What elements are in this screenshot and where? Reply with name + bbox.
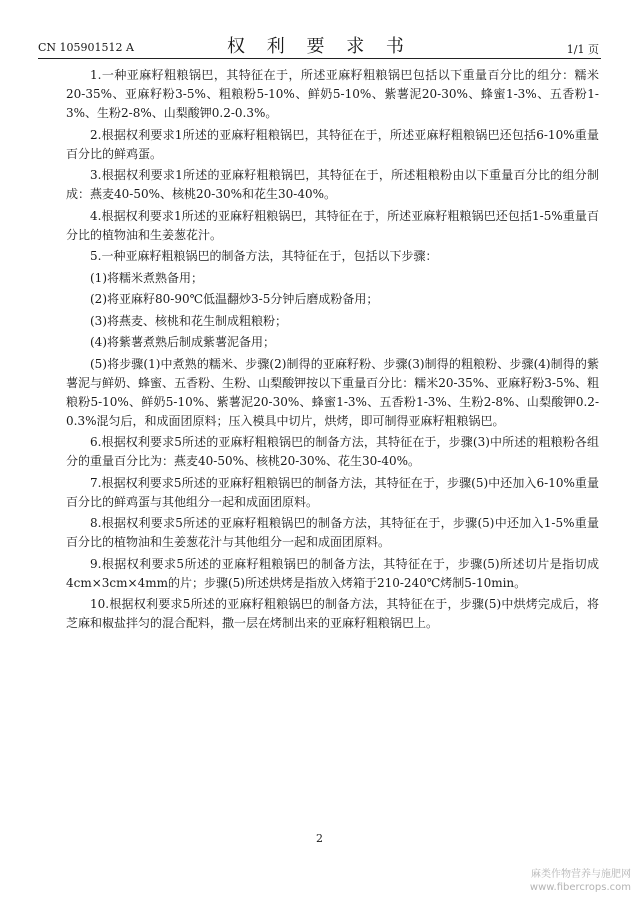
- claim-9: 9.根据权利要求5所述的亚麻籽粗粮锅巴的制备方法，其特征在于，步骤(5)所述切片是指切成4cm×3cm×4mm的片；步骤(5)所述烘烤是指放入烤箱于210-240℃烤制5-10min。: [66, 556, 599, 590]
- claim-1: 1.一种亚麻籽粗粮锅巴，其特征在于，所述亚麻籽粗粮锅巴包括以下重量百分比的组分：糯米20-35%、亚麻籽粉3-5%、粗粮粉5-10%、鲜奶5-10%、紫薯泥20-30%、蜂蜜1-3%、五香粉1-3%、生粉2-8%、山梨酸钾0.2-0.3%。: [66, 68, 599, 120]
- claim-10: 10.根据权利要求5所述的亚麻籽粗粮锅巴的制备方法，其特征在于，步骤(5)中烘烤完成后，将芝麻和椒盐拌匀的混合配料，撒一层在烤制出来的亚麻籽粗粮锅巴上。: [66, 597, 599, 630]
- header-divider: [38, 58, 601, 59]
- watermark: [530, 868, 631, 894]
- claim-5-step-3: (3)将燕麦、核桃和花生制成粗粮粉；: [90, 313, 287, 328]
- watermark-url: www.fibercrops.com: [529, 882, 631, 893]
- page-title: 权 利 要 求 书: [227, 36, 412, 57]
- claim-5-step-4: (4)将紫薯煮熟后制成紫薯泥备用；: [90, 335, 275, 349]
- claim-5-step-5: (5)将步骤(1)中煮熟的糯米、步骤(2)制得的亚麻籽粉、步骤(3)制得的粗粮粉、步骤(4)制得的紫薯泥与鲜奶、蜂蜜、五香粉、生粉、山梨酸钾按以下重量百分比：糯米20-35%、亚麻籽粉3-5%、粗粮粉5-10%、鲜奶5-10%、紫薯泥20-30%、蜂蜜1-3%、五香粉1-3%、生粉2-8%、山梨酸钾0.2-0.3%混匀后，和成面团原料；压入模具中切片，烘烤，即可制得亚麻籽粗粮锅巴。: [66, 356, 599, 428]
- page-count: 1/1 页: [566, 43, 599, 56]
- claim-5: 5.一种亚麻籽粗粮锅巴的制备方法，其特征在于，包括以下步骤：: [90, 249, 438, 263]
- claim-6: 6.根据权利要求5所述的亚麻籽粗粮锅巴的制备方法，其特征在于，步骤(3)中所述的粗粮粉各组分的重量百分比为：燕麦40-50%、核桃20-30%、花生30-40%。: [66, 435, 599, 468]
- claim-5-step-1: (1)将糯米煮熟备用；: [90, 270, 203, 285]
- claim-3: 3.根据权利要求1所述的亚麻籽粗粮锅巴，其特征在于，所述粗粮粉由以下重量百分比的组分制成：燕麦40-50%、核桃20-30%和花生30-40%。: [66, 168, 599, 201]
- claim-4: 4.根据权利要求1所述的亚麻籽粗粮锅巴，其特征在于，所述亚麻籽粗粮锅巴还包括1-5%重量百分比的植物油和生姜葱花汁。: [66, 208, 599, 242]
- claim-7: 7.根据权利要求5所述的亚麻籽粗粮锅巴的制备方法，其特征在于，步骤(5)中还加入6-10%重量百分比的鲜鸡蛋与其他组分一起和成面团原料。: [66, 475, 599, 509]
- page-number: 2: [316, 832, 323, 845]
- claim-8: 8.根据权利要求5所述的亚麻籽粗粮锅巴的制备方法，其特征在于，步骤(5)中还加入1-5%重量百分比的植物油和生姜葱花汁与其他组分一起和成面团原料。: [66, 516, 599, 549]
- claim-5-step-2: (2)将亚麻籽80-90℃低温翻炒3-5分钟后磨成粉备用；: [90, 292, 379, 306]
- claims-body: [66, 66, 599, 636]
- claim-2: 2.根据权利要求1所述的亚麻籽粗粮锅巴，其特征在于，所述亚麻籽粗粮锅巴还包括6-10%重量百分比的鲜鸡蛋。: [66, 127, 599, 161]
- publication-number: CN 105901512 A: [38, 41, 134, 54]
- watermark-name: 麻类作物营养与施肥网: [531, 869, 631, 880]
- document-header: [38, 30, 601, 60]
